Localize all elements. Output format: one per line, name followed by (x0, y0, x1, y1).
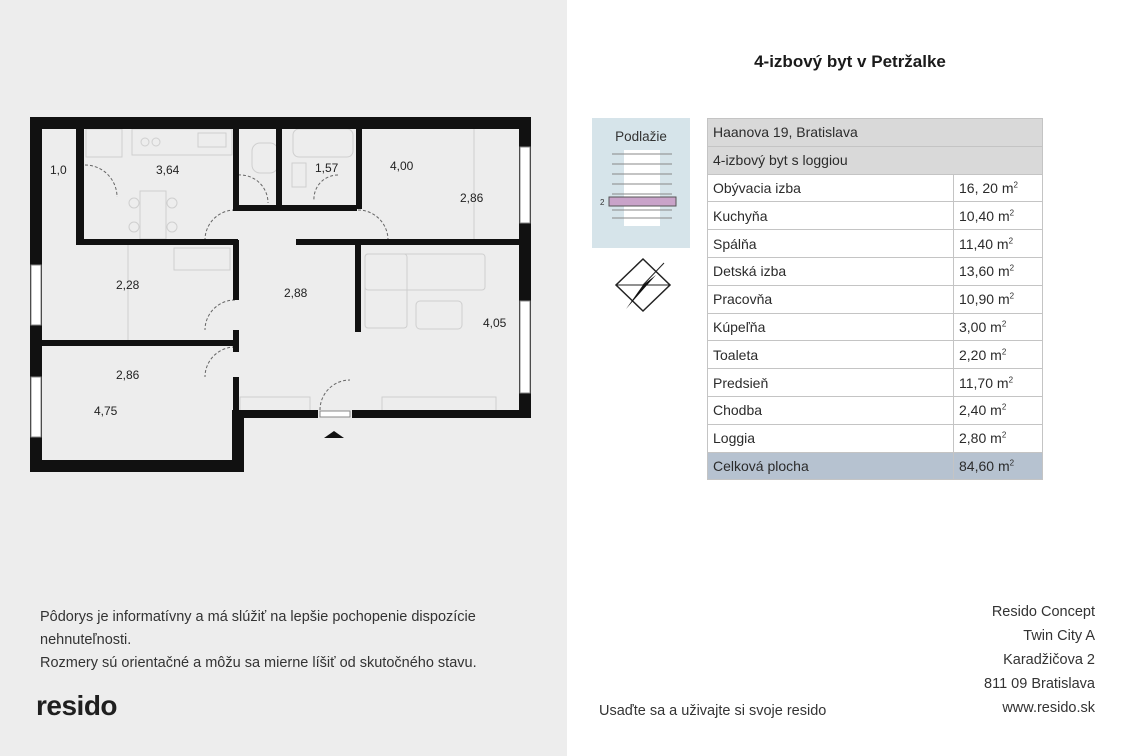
disclaimer-line: Pôdorys je informatívny a má slúžiť na lepšie pochopenie dispozície (40, 609, 476, 625)
room-name: Kúpeľňa (708, 313, 954, 341)
table-row (708, 424, 1043, 452)
company-building: Twin City A (1023, 628, 1095, 644)
room-label: 2,88 (284, 286, 308, 300)
table-row (708, 396, 1043, 424)
room-area: 11,70 $m^2$ (954, 369, 1043, 397)
table-row (708, 285, 1043, 313)
resido-logo: resido (36, 690, 118, 721)
room-area: 2,40 $m^2$ (954, 396, 1043, 424)
table-row (708, 369, 1043, 397)
room-area: 2,80 $m^2$ (954, 424, 1043, 452)
apartment-type-cell: 4-izbový byt s loggiou (708, 146, 1043, 174)
room-area: 13,60 $m^2$ (954, 257, 1043, 285)
total-row (708, 452, 1043, 480)
room-area: 11,40 $m^2$ (954, 230, 1043, 258)
disclaimer-line: nehnuteľnosti. (40, 632, 132, 648)
table-row (708, 174, 1043, 202)
table-row (708, 202, 1043, 230)
room-label: 4,00 (390, 159, 414, 173)
room-label: 4,75 (94, 404, 118, 418)
disclaimer-line: Rozmery sú orientačné a môžu sa mierne líšiť od skutočného stavu. (40, 655, 477, 671)
room-name: Chodba (708, 396, 954, 424)
floor-number: 2 (600, 198, 605, 207)
table-row (708, 119, 1043, 147)
room-name: Toaleta (708, 341, 954, 369)
current-floor-bar (609, 197, 676, 206)
room-area: 3,00 $m^2$ (954, 313, 1043, 341)
room-name: Loggia (708, 424, 954, 452)
company-street: Karadžičova 2 (1003, 652, 1095, 668)
room-name: Pracovňa (708, 285, 954, 313)
room-label: 4,05 (483, 316, 507, 330)
company-city: 811 09 Bratislava (984, 676, 1095, 692)
floor-label: Podlažie (615, 129, 667, 144)
company-address (984, 600, 1095, 720)
room-label: 1,0 (50, 163, 67, 177)
table-row (708, 257, 1043, 285)
company-website-link[interactable]: www.resido.sk (1002, 700, 1095, 716)
room-area: 16, 20 $m^2$ (954, 174, 1043, 202)
total-label: Celková plocha (708, 452, 954, 480)
room-label: 3,64 (156, 163, 180, 177)
room-name: Detská izba (708, 257, 954, 285)
company-name: Resido Concept (991, 604, 1095, 620)
room-name: Spálňa (708, 230, 954, 258)
total-area: 84,60 $m^2$ (954, 452, 1043, 480)
room-label: 1,57 (315, 161, 339, 175)
floor-indicator (592, 118, 690, 248)
room-name: Kuchyňa (708, 202, 954, 230)
table-row (708, 313, 1043, 341)
compass-icon (612, 255, 674, 315)
floorplan (28, 115, 538, 477)
area-table (707, 118, 1043, 480)
room-label: 2,28 (116, 278, 140, 292)
room-label: 2,86 (460, 191, 484, 205)
room-name: Obývacia izba (708, 174, 954, 202)
room-label: 2,86 (116, 368, 140, 382)
table-row (708, 341, 1043, 369)
disclaimer (40, 606, 540, 675)
building-floors-icon (592, 118, 690, 248)
room-area: 10,40 $m^2$ (954, 202, 1043, 230)
room-area: 10,90 $m^2$ (954, 285, 1043, 313)
table-row (708, 230, 1043, 258)
page-title: 4-izbový byt v Petržalke (754, 52, 946, 71)
address-cell: Haanova 19, Bratislava (708, 119, 1043, 147)
table-row (708, 146, 1043, 174)
room-area: 2,20 $m^2$ (954, 341, 1043, 369)
slogan: Usaďte sa a uživajte si svoje resido (599, 703, 827, 719)
room-name: Predsieň (708, 369, 954, 397)
